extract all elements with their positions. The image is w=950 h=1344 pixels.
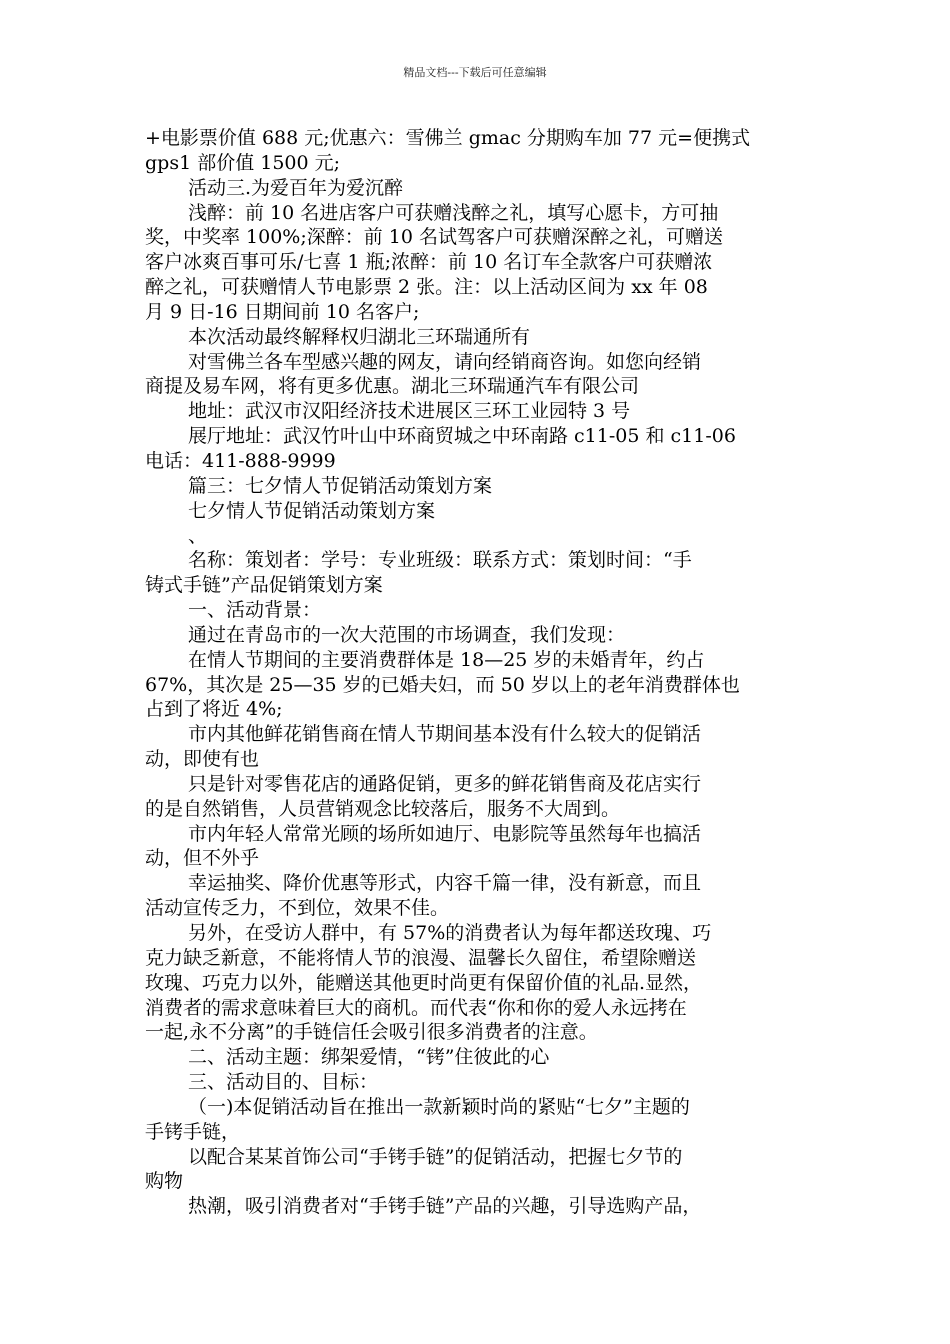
text-line: 一起,永不分离”的手链信任会吸引很多消费者的注意。 — [145, 1021, 598, 1044]
text-line: 月 9 日-16 日期间前 10 名客户; — [145, 300, 420, 323]
text-line: 客户冰爽百事可乐/七喜 1 瓶;浓醉：前 10 名订车全款客户可获赠浓 — [145, 251, 713, 274]
text-line: 只是针对零售花店的通路促销，更多的鲜花销售商及花店实行 — [188, 772, 702, 795]
section-heading: 二、活动主题：绑架爱情，“铐”住彼此的心 — [188, 1046, 550, 1069]
text-line: 通过在青岛市的一次大范围的市场调查，我们发现： — [188, 623, 626, 646]
text-line: gps1 部价值 1500 元; — [145, 151, 341, 174]
text-line: 铸式手链”产品促销策划方案 — [145, 574, 383, 597]
text-line: 名称：策划者：学号：专业班级：联系方式：策划时间：“手 — [188, 549, 692, 572]
text-line: 动，但不外乎 — [145, 847, 260, 870]
text-line: 对雪佛兰各车型感兴趣的网友，请向经销商咨询。如您向经销 — [188, 350, 702, 373]
showroom-address-line: 展厅地址：武汉竹叶山中环商贸城之中环南路 c11-05 和 c11-06 — [188, 425, 736, 448]
section-heading: 一、活动背景： — [188, 599, 322, 622]
text-line: 热潮，吸引消费者对“手铐手链”产品的兴趣，引导选购产品， — [188, 1195, 702, 1218]
text-line: 以配合某某首饰公司“手铐手链”的促销活动，把握七夕节的 — [188, 1145, 683, 1168]
text-line: 市内年轻人常常光顾的场所如迪厅、电影院等虽然每年也搞活 — [188, 822, 702, 845]
text-line: 商提及易车网，将有更多优惠。湖北三环瑞通汽车有限公司 — [145, 375, 640, 398]
text-line: 购物 — [145, 1170, 184, 1193]
text-line: 克力缺乏新意，不能将情人节的浪漫、温馨长久留住，希望除赠送 — [145, 946, 697, 969]
text-line: +电影票价值 688 元;优惠六：雪佛兰 gmac 分期购车加 77 元=便携式 — [145, 127, 751, 149]
section-heading: 活动三.为爱百年为爱沉醉 — [188, 176, 404, 199]
text-line: 另外，在受访人群中，有 57%的消费者认为每年都送玫瑰、巧 — [188, 922, 712, 944]
document-body — [145, 126, 813, 1219]
text-line: 奖，中奖率 100%;深醉：前 10 名试驾客户可获赠深醉之礼，可赠送 — [145, 226, 724, 249]
text-line: 玫瑰、巧克力以外，能赠送其他更时尚更有保留价值的礼品.显然， — [145, 971, 703, 994]
text-line: 在情人节期间的主要消费群体是 18—25 岁的未婚青年，约占 — [188, 648, 705, 671]
document-title: 七夕情人节促销活动策划方案 — [188, 499, 436, 522]
address-line: 地址：武汉市汉阳经济技术进展区三环工业园特 3 号 — [188, 400, 631, 423]
text-line: 市内其他鲜花销售商在情人节期间基本没有什么较大的促销活 — [188, 723, 702, 746]
text-line: （一)本促销活动旨在推出一款新颖时尚的紧贴“七夕”主题的 — [188, 1095, 690, 1118]
text-line: 的是自然销售，人员营销观念比较落后，服务不大周到。 — [145, 797, 621, 820]
section-heading: 三、活动目的、目标： — [188, 1071, 379, 1094]
phone-line: 电话：411-888-9999 — [145, 449, 336, 472]
text-line: 本次活动最终解释权归湖北三环瑞通所有 — [188, 325, 531, 348]
page-header: 精品文档---下载后可任意编辑 — [403, 66, 547, 79]
text-line: 消费者的需求意味着巨大的商机。而代表“你和你的爱人永远拷在 — [145, 996, 687, 1019]
text-line: 幸运抽奖、降价优惠等形式，内容千篇一律，没有新意，而且 — [188, 872, 702, 895]
text-line: 67%，其次是 25—35 岁的已婚夫妇，而 50 岁以上的老年消费群体也 — [145, 673, 740, 696]
chapter-title: 篇三：七夕情人节促销活动策划方案 — [188, 474, 493, 497]
text-line: 活动宣传乏力，不到位，效果不佳。 — [145, 897, 450, 920]
text-line: 动，即使有也 — [145, 748, 260, 771]
text-line: 、 — [188, 524, 208, 547]
text-line: 手铐手链， — [145, 1120, 241, 1143]
text-line: 醉之礼，可获赠情人节电影票 2 张。注：以上活动区间为 xx 年 08 — [145, 276, 708, 299]
text-line: 浅醉：前 10 名进店客户可获赠浅醉之礼，填写心愿卡，方可抽 — [188, 201, 719, 224]
text-line: 占到了将近 4%; — [145, 698, 283, 721]
